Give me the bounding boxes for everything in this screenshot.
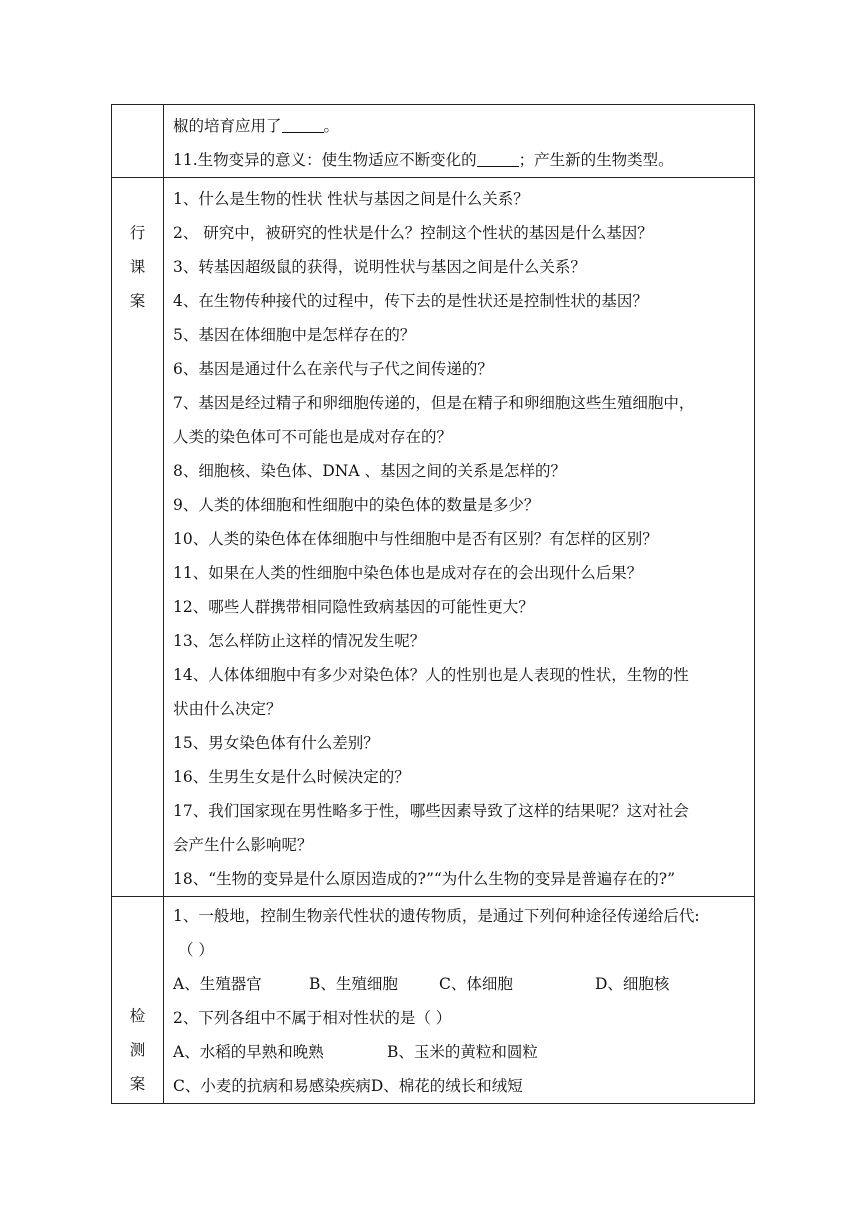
option-c: C、体细胞 (439, 975, 513, 993)
content-cell (164, 897, 755, 1104)
option-b: B、生殖细胞 (309, 975, 398, 993)
question-line: 11、如果在人类的性细胞中染色体也是成对存在的会出现什么后果？ (173, 564, 643, 582)
table-row (112, 105, 755, 178)
question-line: 1、什么是生物的性状 性状与基因之间是什么关系？ (173, 190, 529, 208)
option-a: A、生殖器官 (173, 975, 262, 993)
text-line (164, 143, 754, 177)
question-line: 8、细胞核、染色体、DNA 、基因之间的关系是怎样的？ (173, 462, 566, 480)
option-d: D、细胞核 (595, 975, 670, 993)
row-label-char: 测 (129, 1041, 146, 1059)
question-line: 17、我们国家现在男性略多于性，哪些因素导致了这样的结果呢？这对社会 (173, 802, 689, 820)
options-line (164, 1035, 754, 1069)
option-a: A、水稻的早熟和晚熟 (173, 1043, 324, 1061)
question-line: 13、怎么样防止这样的情况发生呢？ (173, 632, 426, 650)
table-row (112, 178, 755, 897)
question-line: 12、哪些人群携带相同隐性致病基因的可能性更大？ (173, 598, 534, 616)
row-label-char: 案 (129, 292, 146, 310)
question-line: 9、人类的体细胞和性细胞中的染色体的数量是多少？ (173, 496, 540, 514)
question-line: 7、基因是经过精子和卵细胞传递的，但是在精子和卵细胞这些生殖细胞中， (173, 394, 695, 412)
table-row (112, 897, 755, 1104)
question-line: 会产生什么影响呢？ (173, 836, 313, 854)
line-text: 椒的培育应用了 (173, 117, 282, 135)
question-line: 状由什么决定？ (173, 700, 282, 718)
options-line (164, 967, 754, 1001)
question-line: 15、男女染色体有什么差别？ (173, 734, 379, 752)
content-cell (164, 105, 755, 178)
option-c: C、小麦的抗病和易感染疾病 (173, 1077, 371, 1095)
question-line: 14、人体体细胞中有多少对染色体？人的性别也是人表现的性状，生物的性 (173, 666, 689, 684)
row-label-char: 课 (129, 258, 146, 276)
row-label-char: 案 (129, 1075, 146, 1093)
line-text: 11.生物变异的意义：使生物适应不断变化的 (173, 151, 477, 169)
row-label-char: 行 (129, 224, 146, 242)
question-stem: 1、一般地，控制生物亲代性状的遗传物质，是通过下列何种途径传递给后代: (173, 907, 700, 925)
option-d: D、棉花的绒长和绒短 (370, 1077, 523, 1095)
content-cell (164, 178, 755, 897)
options-line (164, 1069, 754, 1103)
question-line: 3、转基因超级鼠的获得，说明性状与基因之间是什么关系？ (173, 258, 586, 276)
question-line: 人类的染色体可不可能也是成对存在的？ (173, 428, 453, 446)
lesson-table (111, 104, 755, 1104)
option-b: B、玉米的黄粒和圆粒 (387, 1043, 538, 1061)
question-line: 16、生男生女是什么时候决定的？ (173, 768, 410, 786)
question-line: 10、人类的染色体在体细胞中与性细胞中是否有区别？有怎样的区别？ (173, 530, 658, 548)
question-line: 5、基因在体细胞中是怎样存在的？ (173, 326, 416, 344)
fill-blank (282, 116, 324, 133)
question-stem: 2、下列各组中不属于相对性状的是（ ） (173, 1009, 452, 1027)
row-label-cell (112, 105, 164, 178)
question-line: 18、“生物的变异是什么原因造成的?”“为什么生物的变异是普遍存在的?” (173, 870, 676, 888)
question-line: 6、基因是通过什么在亲代与子代之间传递的？ (173, 360, 493, 378)
line-text: ；产生新的生物类型。 (518, 151, 674, 169)
fill-blank (477, 150, 519, 167)
answer-parentheses: （ ） (178, 941, 214, 959)
row-label-char: 检 (129, 1007, 146, 1025)
text-line (164, 109, 754, 143)
row-label-cell (112, 178, 164, 897)
question-line: 2、 研究中，被研究的性状是什么？控制这个性状的基因是什么基因？ (173, 224, 653, 242)
row-label-cell (112, 897, 164, 1104)
line-text: 。 (323, 117, 340, 135)
question-line: 4、在生物传种接代的过程中，传下去的是性状还是控制性状的基因？ (173, 292, 648, 310)
